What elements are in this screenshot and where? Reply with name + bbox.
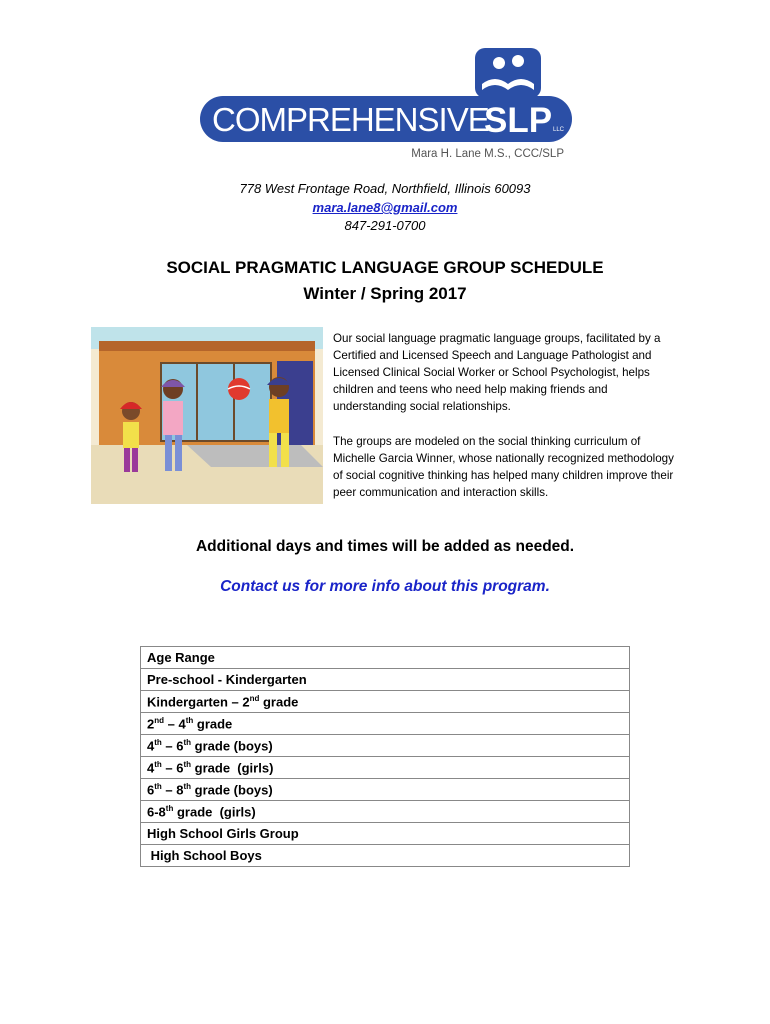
row-text: – 4: [164, 716, 186, 732]
table-header-row: [141, 647, 630, 669]
ordinal-suffix: th: [185, 715, 194, 725]
table-header-cell: Age Range: [141, 647, 630, 669]
row-text: High School Boys: [147, 848, 262, 863]
row-text: grade (girls): [191, 760, 274, 776]
page-title: SOCIAL PRAGMATIC LANGUAGE GROUP SCHEDULE: [166, 258, 604, 277]
row-text: grade: [259, 694, 299, 710]
table-row: [141, 735, 630, 757]
logo-llc: LLC: [553, 127, 565, 133]
address: 778 West Frontage Road, Northfield, Illinois 60093: [239, 181, 531, 196]
schedule-table: [140, 646, 630, 867]
row-text: 6-8: [147, 804, 166, 820]
company-logo: [198, 46, 578, 164]
table-cell: [141, 669, 630, 691]
contact-link[interactable]: Contact us for more info about this program.: [220, 578, 550, 595]
table-cell: [141, 713, 630, 735]
table-cell: [141, 691, 630, 713]
logo-wordmark: COMPREHENSIVE: [212, 101, 489, 138]
logo-owner: Mara H. Lane M.S., CCC/SLP: [411, 148, 564, 160]
table-cell: [141, 801, 630, 823]
row-text: – 8: [161, 782, 184, 798]
row-text: 2: [147, 716, 155, 732]
additional-notice: Additional days and times will be added as needed.: [195, 538, 575, 555]
ordinal-suffix: th: [183, 737, 192, 747]
ordinal-suffix: th: [183, 781, 192, 791]
children-playing-illustration: [91, 327, 323, 504]
ordinal-suffix: nd: [154, 715, 165, 725]
table-row: [141, 713, 630, 735]
row-text: – 6: [161, 738, 184, 754]
table-row: [141, 801, 630, 823]
ordinal-suffix: th: [165, 803, 174, 813]
phone-number: 847-291-0700: [344, 218, 426, 233]
table-row: [141, 669, 630, 691]
description-paragraph: The groups are modeled on the social thinking curriculum of Michelle Garcia Winner, whose nationally recognized methodology of social cognitive thinking has helped many children improve their peer communication and interaction skills.: [333, 435, 674, 499]
row-text: grade (boys): [191, 782, 273, 798]
row-text: Pre-school - Kindergarten: [147, 672, 307, 687]
ordinal-suffix: nd: [249, 693, 260, 703]
ordinal-suffix: th: [183, 759, 192, 769]
table-cell: [141, 823, 630, 845]
page-subtitle: Winter / Spring 2017: [303, 284, 467, 303]
ordinal-suffix: th: [154, 759, 162, 769]
table-cell: [141, 735, 630, 757]
row-text: 4: [147, 738, 155, 754]
table-row: [141, 691, 630, 713]
row-text: – 6: [161, 760, 184, 776]
table-row: [141, 779, 630, 801]
row-text: 4: [147, 760, 155, 776]
table-cell: [141, 845, 630, 867]
row-text: grade: [193, 716, 233, 732]
logo-emblem-icon: [475, 48, 541, 98]
logo-wordmark-accent: SLP: [484, 101, 553, 140]
ordinal-suffix: th: [154, 781, 162, 791]
table-row: [141, 823, 630, 845]
row-text: Kindergarten – 2: [147, 694, 250, 710]
row-text: grade (girls): [173, 804, 256, 820]
ordinal-suffix: th: [154, 737, 162, 747]
table-cell: [141, 757, 630, 779]
table-row: [141, 757, 630, 779]
email-link[interactable]: mara.lane8@gmail.com: [312, 200, 458, 215]
description-paragraph: Our social language pragmatic language groups, facilitated by a Certified and Licensed Speech and Language Pathologist and Licensed Clinical Social Worker or School Psychologist, helps children and teens who need help making friends and understanding social relationships.: [333, 332, 661, 413]
row-text: 6: [147, 782, 155, 798]
table-row: [141, 845, 630, 867]
row-text: grade (boys): [191, 738, 273, 754]
table-cell: [141, 779, 630, 801]
row-text: High School Girls Group: [147, 826, 299, 841]
